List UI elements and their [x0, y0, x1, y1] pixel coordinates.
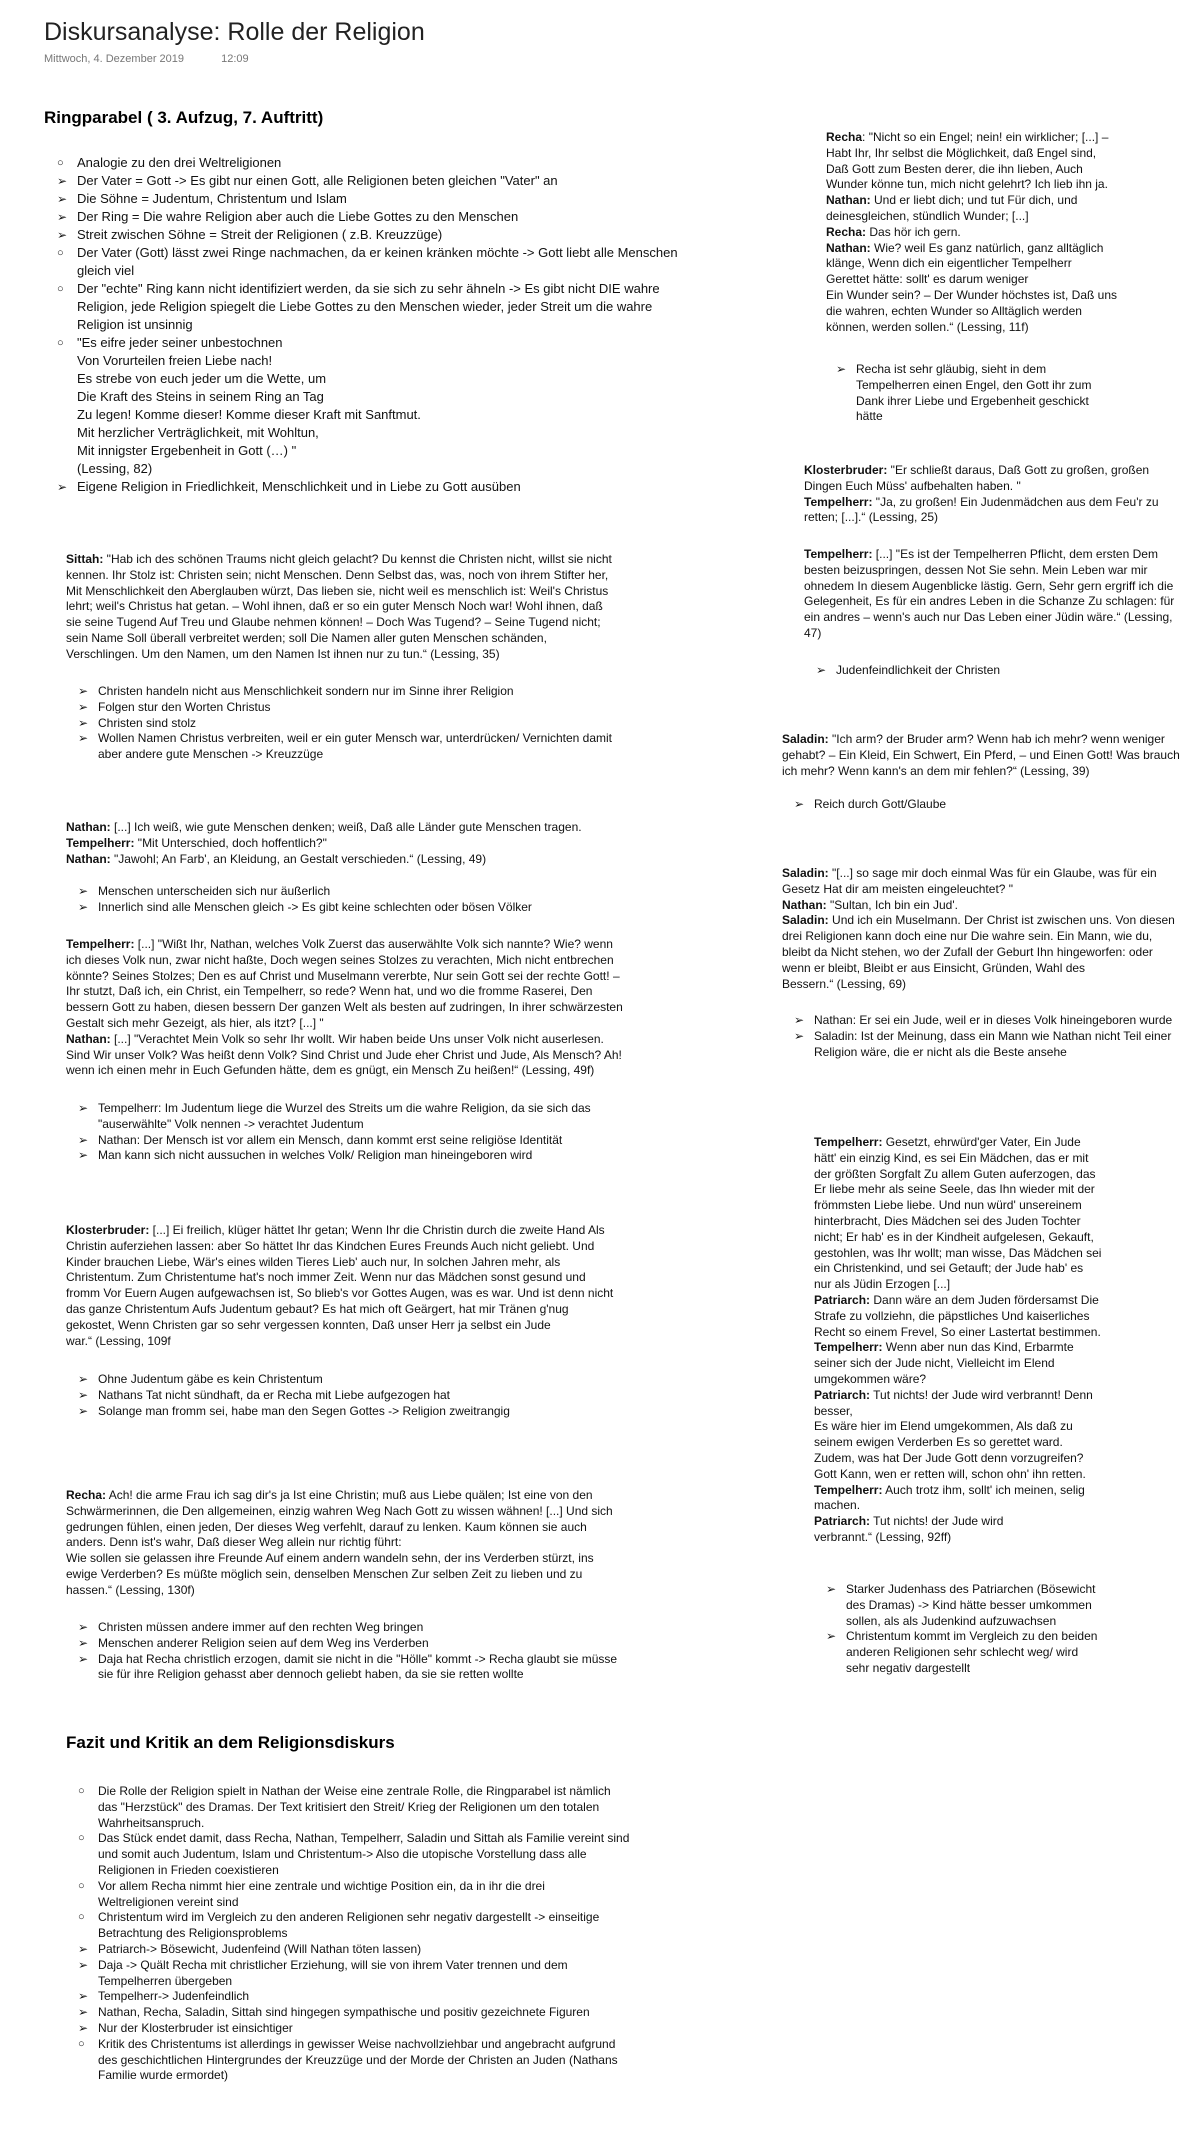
- dialogue-line: [782, 732, 1192, 779]
- list-item: [57, 244, 737, 280]
- dialogue-text: Wie? weil Es ganz natürlich, ganz alltäglich klänge, Wenn dich ein eigentlicher Tempelherr Gerettet hätte: sollt' es darum weniger Ein Wunder sein? – Der Wunder höchstes ist, Daß uns die wahren, echten Wunder so Alltäglich werden können, werden sollen.“ (Lessing, 11f): [826, 240, 1118, 334]
- arrow-bullet-icon: ➢: [836, 362, 847, 376]
- speaker-name: Patriarch:: [814, 1387, 871, 1402]
- circle-bullet-icon: ○: [78, 1911, 85, 1924]
- dialogue-line: [826, 130, 1156, 193]
- list-item: [78, 2037, 678, 2084]
- circle-bullet-icon: ○: [57, 157, 64, 169]
- fazit-section: [78, 1784, 678, 2084]
- list-item: [78, 700, 678, 716]
- dialogue-line: [804, 547, 1184, 642]
- tempelherr-notes-2: [816, 663, 1176, 679]
- list-item: [78, 1831, 678, 1878]
- dialogue-text: : "Nicht so ein Engel; nein! ein wirklicher; [...] – Habt Ihr, Ihr selbst die Möglichkeit, daß Engel sind, Daß Gott zum Besten derer, die ihn lieben, Auch Wunder könne tun, mich nicht gelehrt? Ich lieb ihn ja.: [826, 130, 1109, 192]
- arrow-bullet-icon: ➢: [794, 1028, 805, 1043]
- list-item: [78, 1942, 678, 1958]
- list-item-text: Judenfeindlichkeit der Christen: [836, 663, 1001, 677]
- dialogue-text: Und er liebt dich; und tut Für dich, und deinesgleichen, stündlich Wunder; [...]: [826, 193, 1078, 223]
- dialogue-line: [66, 1223, 686, 1349]
- dialogue-text: "Hab ich des schönen Traums nicht gleich gelacht? Du kennst die Christen nicht, willst sie nicht kennen. Ihr Stolz ist: Christen sein; nicht Menschen. Denn Selbst das, was, noch von ihrem Stifter her, Mit Menschlichkeit den Aberglauben würzt, Das lieben sie, nicht weil es menschlich ist: Weil's Christus lehrt; weil's Christus hat getan. – Wohl ihnen, daß er so ein guter Mensch Noch war! Wohl ihnen, daß sie seine Tugend Auf Treu und Glaube nehmen können! – Doch Was Tugend? – Seine Tugend nicht; sein Name Soll überall verbreitet werden; soll Die Namen aller guten Menschen schänden, Verschlingen. Um den Namen, um den Namen Ist ihnen nur zu tun.“ (Lessing, 35): [66, 552, 612, 661]
- list-item: [57, 154, 737, 172]
- list-item: [57, 172, 737, 190]
- list-item: [57, 334, 737, 478]
- tempelherr-list-2: [816, 663, 1176, 679]
- list-item-text: Vor allem Recha nimmt hier eine zentrale und wichtige Position ein, da in ihr die drei Weltreligionen vereint sind: [98, 1878, 545, 1909]
- list-item: [57, 226, 737, 244]
- dialogue-line: [66, 820, 686, 836]
- arrow-bullet-icon: ➢: [78, 2005, 89, 2020]
- speaker-name: Tempelherr:: [804, 547, 873, 561]
- recha-quote-1: [66, 1488, 686, 1599]
- list-item-text: Der Vater = Gott -> Es gibt nur einen Gott, alle Religionen beten gleichen "Vater" an: [77, 173, 558, 188]
- arrow-bullet-icon: ➢: [78, 1957, 89, 1972]
- list-item-text: Solange man fromm sei, habe man den Segen Gottes -> Religion zweitrangig: [98, 1403, 510, 1418]
- arrow-bullet-icon: ➢: [78, 1101, 89, 1115]
- dialogue-line: [814, 1293, 1154, 1340]
- date-label: Mittwoch, 4. Dezember 2019: [44, 53, 185, 65]
- fazit-heading: Fazit und Kritik an dem Religionsdiskurs: [66, 1733, 395, 1752]
- arrow-bullet-icon: ➢: [78, 2020, 89, 2035]
- list-item-text: Ohne Judentum gäbe es kein Christentum: [98, 1372, 323, 1386]
- sittah-notes: [78, 684, 678, 763]
- speaker-name: Tempelherr:: [66, 835, 135, 850]
- circle-bullet-icon: ○: [57, 283, 64, 295]
- speaker-name: Nathan:: [826, 193, 871, 208]
- dialogue-text: [...] "Es ist der Tempelherren Pflicht, dem ersten Dem besten beizuspringen, dessen Not Sie sehn. Mein Leben war mir ohnedem In diesem Augenblicke lästig. Gern, Sehr gern ergriff ich die Gelegenheit, Es für ein andres Leben in die Schanze Zu schlagen: für ein andres – wenn's auch nur Das Leben einer Jüdin wäre.“ (Lessing, 47): [804, 547, 1175, 640]
- list-item-text: Der Ring = Die wahre Religion aber auch die Liebe Gottes zu den Menschen: [77, 209, 519, 224]
- circle-bullet-icon: ○: [78, 1879, 85, 1892]
- saladin-quote-1: [782, 732, 1192, 779]
- arrow-bullet-icon: ➢: [816, 663, 827, 677]
- list-item-text: Daja hat Recha christlich erzogen, damit sie nicht in die "Hölle" kommt -> Recha glaubt sie müsse sie für ihre Religion gehasst aber dennoch geliebt haben, da sie sie retten wollte: [98, 1651, 618, 1682]
- list-item-text: Menschen unterscheiden sich nur äußerlich: [98, 884, 331, 898]
- list-item-text: Tempelherr-> Judenfeindlich: [98, 1989, 250, 2004]
- patriarch-list: [826, 1582, 1146, 1677]
- sittah-list: [78, 684, 678, 763]
- speaker-name: Klosterbruder:: [66, 1223, 150, 1237]
- circle-bullet-icon: ○: [78, 1832, 85, 1845]
- speaker-name: Nathan:: [782, 897, 827, 912]
- arrow-bullet-icon: ➢: [78, 1132, 89, 1147]
- list-item-text: Nathans Tat nicht sündhaft, da er Recha mit Liebe aufgezogen hat: [98, 1387, 451, 1402]
- klosterbruder-quote-2: [804, 463, 1164, 526]
- arrow-bullet-icon: ➢: [78, 1148, 89, 1163]
- recha-list-2: [836, 362, 1126, 425]
- dialogue-line: [66, 937, 686, 1032]
- list-item: [57, 190, 737, 208]
- speaker-name: Nathan:: [66, 851, 111, 866]
- klosterbruder-notes-1: [78, 1372, 678, 1419]
- list-item: [57, 280, 737, 334]
- list-item: [57, 478, 737, 496]
- dialogue-text: "Ja, zu großen! Ein Judenmädchen aus dem Feu'r zu retten; [...].“ (Lessing, 25): [804, 494, 1159, 525]
- dialogue-line: [66, 852, 686, 868]
- arrow-bullet-icon: ➢: [78, 1620, 89, 1634]
- arrow-bullet-icon: ➢: [57, 174, 68, 188]
- speaker-name: Recha:: [826, 224, 867, 239]
- list-item-text: Christen müssen andere immer auf den rechten Weg bringen: [98, 1620, 424, 1634]
- saladin-quote-2: [782, 866, 1192, 992]
- list-item: [78, 2021, 678, 2037]
- speaker-name: Tempelherr:: [804, 494, 873, 509]
- arrow-bullet-icon: ➢: [794, 1013, 805, 1027]
- list-item: [78, 1372, 678, 1388]
- recha-notes-1: [78, 1620, 678, 1683]
- saladin-list-1: [794, 797, 1154, 813]
- sittah-quote: [66, 552, 666, 663]
- arrow-bullet-icon: ➢: [78, 1941, 89, 1956]
- list-item: [78, 1404, 678, 1420]
- list-item-text: Saladin: Ist der Meinung, dass ein Mann wie Nathan nicht Teil einer Religion wäre, die er nicht als die Beste ansehe: [814, 1028, 1172, 1059]
- page-date: [44, 53, 283, 65]
- arrow-bullet-icon: ➢: [78, 1635, 89, 1650]
- speaker-name: Sittah:: [66, 552, 104, 566]
- list-item-text: Nur der Klosterbruder ist einsichtiger: [98, 2020, 293, 2035]
- arrow-bullet-icon: ➢: [78, 715, 89, 730]
- ringparabel-section: [57, 154, 737, 496]
- tempelherr-notes-1: [78, 1101, 678, 1164]
- dialogue-line: [804, 463, 1164, 495]
- speaker-name: Saladin:: [782, 732, 829, 746]
- dialogue-line: [826, 241, 1156, 336]
- dialogue-text: "Jawohl; An Farb', an Kleidung, an Gestalt verschieden.“ (Lessing, 49): [110, 851, 487, 866]
- speaker-name: Saladin:: [782, 866, 829, 880]
- dialogue-line: [814, 1135, 1154, 1293]
- circle-bullet-icon: ○: [78, 2037, 85, 2050]
- dialogue-line: [826, 193, 1156, 225]
- dialogue-text: Wenn aber nun das Kind, Erbarmte seiner sich der Jude nicht, Vielleicht im Elend umgekommen wäre?: [814, 1340, 1074, 1386]
- list-item-text: Eigene Religion in Friedlichkeit, Menschlichkeit und in Liebe zu Gott ausüben: [77, 479, 521, 494]
- arrow-bullet-icon: ➢: [78, 1403, 89, 1418]
- list-item: [78, 1879, 678, 1911]
- dialogue-text: "[...] so sage mir doch einmal Was für ein Glaube, was für ein Gesetz Hat dir am meisten eingeleuchtet? ": [782, 866, 1157, 896]
- list-item-text: Nathan: Er sei ein Jude, weil er in dieses Volk hineingeboren wurde: [814, 1013, 1173, 1027]
- arrow-bullet-icon: ➢: [78, 1372, 89, 1386]
- list-item-text: Die Söhne = Judentum, Christentum und Islam: [77, 191, 347, 206]
- list-item: [794, 797, 1154, 813]
- list-item-text: Nathan: Der Mensch ist vor allem ein Mensch, dann kommt erst seine religiöse Identität: [98, 1132, 563, 1147]
- arrow-bullet-icon: ➢: [57, 228, 68, 242]
- list-item-text: Der "echte" Ring kann nicht identifiziert werden, da sie sich zu sehr ähneln -> Es gibt nicht DIE wahre Religion, jede Religion spiegelt die Liebe Gottes zu den Menschen wieder, jeder Streit um die wahre Religion ist unsinnig: [77, 281, 660, 332]
- dialogue-text: Tut nichts! der Jude wird verbrannt.“ (Lessing, 92ff): [814, 1514, 1004, 1544]
- list-item: [78, 684, 678, 700]
- dialogue-text: Gesetzt, ehrwürd'ger Vater, Ein Jude hätt' ein einzig Kind, es sei Ein Mädchen, das er mit der größten Sorgfalt Zu allem Guten auferzogen, das Er liebe mehr als seine Seele, das Ihn wieder mit der frömmsten Liebe liebe. Und nun würd' unsereinem hinterbracht, Dies Mädchen sei des Juden Tochter nicht; Er hab' es in der Kindheit aufgelesen, Gekauft, gestohlen, was Ihr wollt; man wisse, Das Mädchen sei ein Christenkind, und sei Getauft; der Jude hab' es nur als Jüdin Erzogen [...]: [814, 1135, 1102, 1292]
- list-item-text: Patriarch-> Bösewicht, Judenfeind (Will Nathan töten lassen): [98, 1941, 422, 1956]
- patriarch-notes: [826, 1582, 1146, 1677]
- fazit-list: [78, 1784, 678, 2084]
- speaker-name: Tempelherr:: [66, 937, 135, 951]
- list-item: [794, 1013, 1194, 1029]
- list-item-text: Tempelherr: Im Judentum liege die Wurzel des Streits um die wahre Religion, da sie sich das "auserwählte" Volk nennen -> verachtet Judentum: [98, 1101, 591, 1131]
- dialogue-line: [66, 1032, 686, 1079]
- dialogue-text: Auch trotz ihm, sollt' ich meinen, selig machen.: [814, 1482, 1085, 1513]
- arrow-bullet-icon: ➢: [78, 1387, 89, 1402]
- list-item: [794, 1029, 1194, 1061]
- dialogue-text: Ach! die arme Frau ich sag dir's ja Ist eine Christin; muß aus Liebe quälen; Ist eine von den Schwärmerinnen, die Den allgemeinen, einzig wahren Weg Nach Gott zu wissen wähnen! [...] Und sich gedrungen fühlen, einen jeden, Der dieses Weg verfehlt, darauf zu lenken. Kaum können sie auch anders. Denn ist's wahr, Daß dieser Weg allein nur richtig führt: Wie sollen sie gelassen ihre Freunde Auf einem andern wandeln sehn, der ins Verderben stürzt, ins ewige Verderben? Es müßte möglich sein, denselben Menschen Zur selben Zeit zu lieben und zu hassen.“ (Lessing, 130f): [66, 1488, 613, 1597]
- dialogue-text: "Er schließt daraus, Daß Gott zu großen, großen Dingen Euch Müss' aufbehalten haben. ": [804, 463, 1150, 493]
- speaker-name: Nathan:: [826, 240, 871, 255]
- klosterbruder-list-1: [78, 1372, 678, 1419]
- list-item: [78, 1958, 678, 1990]
- list-item: [78, 1620, 678, 1636]
- list-item-text: Wollen Namen Christus verbreiten, weil er ein guter Mensch war, unterdrücken/ Vernichten damit aber andere gute Menschen -> Kreuzzüge: [98, 731, 613, 762]
- speaker-name: Tempelherr:: [814, 1482, 883, 1497]
- ringparabel-list: [57, 154, 737, 496]
- circle-bullet-icon: ○: [57, 247, 64, 259]
- list-item: [78, 884, 678, 900]
- speaker-name: Tempelherr:: [814, 1135, 883, 1149]
- arrow-bullet-icon: ➢: [78, 699, 89, 714]
- dialogue-text: [...] Ich weiß, wie gute Menschen denken; weiß, Daß alle Länder gute Menschen tragen.: [110, 820, 582, 834]
- circle-bullet-icon: ○: [57, 337, 64, 349]
- recha-quote-2: [826, 130, 1156, 335]
- saladin-notes-2: [794, 1013, 1194, 1060]
- dialogue-text: "Sultan, Ich bin ein Jud'.: [826, 897, 958, 912]
- arrow-bullet-icon: ➢: [78, 1651, 89, 1666]
- arrow-bullet-icon: ➢: [78, 899, 89, 914]
- speaker-name: Recha:: [66, 1488, 107, 1502]
- list-item-text: "Es eifre jeder seiner unbestochnen Von Vorurteilen freien Liebe nach! Es strebe von euch jeder um die Wette, um Die Kraft des Steins in seinem Ring an Tag Zu legen! Komme dieser! Komme dieser Kraft mit Sanftmut. Mit herzlicher Verträglichkeit, mit Wohltun, Mit innigster Ergebenheit in Gott (…) " (Lessing, 82): [77, 335, 421, 476]
- time-label: 12:09: [221, 53, 249, 65]
- dialogue-line: [814, 1340, 1154, 1387]
- dialogue-line: [66, 836, 686, 852]
- nathan-list-1: [78, 884, 678, 916]
- arrow-bullet-icon: ➢: [57, 480, 68, 494]
- saladin-list-2: [794, 1013, 1194, 1060]
- list-item: [78, 1101, 678, 1133]
- list-item-text: Der Vater (Gott) lässt zwei Ringe nachmachen, da er keinen kränken möchte -> Gott liebt alle Menschen gleich viel: [77, 245, 678, 278]
- list-item: [78, 1388, 678, 1404]
- dialogue-line: [782, 898, 1192, 914]
- list-item-text: Kritik des Christentums ist allerdings in gewisser Weise nachvollziehbar und angebracht aufgrund des geschichtlichen Hintergrundes der Kreuzzüge und der Morde der Christen an Juden (Nathans Familie wurde ermordet): [98, 2036, 618, 2083]
- list-item-text: Christentum wird im Vergleich zu den anderen Religionen sehr negativ dargestellt -> einseitige Betrachtung des Religionsproblems: [98, 1910, 600, 1941]
- speaker-name: Patriarch:: [814, 1292, 871, 1307]
- dialogue-line: [66, 1488, 686, 1599]
- arrow-bullet-icon: ➢: [57, 192, 68, 206]
- dialogue-text: "Mit Unterschied, doch hoffentlich?": [134, 835, 327, 850]
- list-item-text: Daja -> Quält Recha mit christlicher Erziehung, will sie von ihrem Vater trennen und dem Tempelherren übergeben: [98, 1957, 568, 1988]
- dialogue-text: Dann wäre an dem Juden fördersamst Die Strafe zu vollziehn, die päpstliches Und kaiserliches Recht so einem Frevel, So einer Lastertat bestimmen.: [814, 1292, 1101, 1339]
- tempelherr-quote-1: [66, 937, 686, 1079]
- klosterbruder-quote-1: [66, 1223, 686, 1349]
- speaker-name: Patriarch:: [814, 1514, 871, 1529]
- list-item: [78, 900, 678, 916]
- list-item-text: Man kann sich nicht aussuchen in welches Volk/ Religion man hineingeboren wird: [98, 1148, 533, 1163]
- list-item-text: Christen handeln nicht aus Menschlichkeit sondern nur im Sinne ihrer Religion: [98, 684, 514, 698]
- list-item: [78, 716, 678, 732]
- arrow-bullet-icon: ➢: [826, 1629, 837, 1644]
- dialogue-text: Das hör ich gern.: [866, 224, 961, 239]
- list-item: [816, 663, 1176, 679]
- list-item-text: Christentum kommt im Vergleich zu den beiden anderen Religionen sehr schlecht weg/ wird sehr negativ dargestellt: [846, 1629, 1098, 1675]
- dialogue-line: [782, 913, 1192, 992]
- dialogue-text: "Ich arm? der Bruder arm? Wenn hab ich mehr? wenn weniger gehabt? – Ein Kleid, Ein Schwert, Ein Pferd, – und Einen Gott! Was brauch ich mehr? Wenn kann's an dem mir fehlen?“ (Lessing, 39): [782, 732, 1180, 778]
- nathan-quote-1: [66, 820, 686, 867]
- dialogue-line: [66, 552, 666, 663]
- list-item: [836, 362, 1126, 425]
- list-item-text: Die Rolle der Religion spielt in Nathan der Weise eine zentrale Rolle, die Ringparabel ist nämlich das "Herzstück" des Dramas. Der Text kritisiert den Streit/ Krieg der Religionen um den totalen Wahrheitsanspruch.: [98, 1784, 611, 1830]
- circle-bullet-icon: ○: [78, 1785, 85, 1797]
- recha-notes-2: [836, 362, 1126, 425]
- dialogue-line: [804, 495, 1164, 527]
- list-item: [57, 208, 737, 226]
- speaker-name: Nathan:: [66, 1031, 111, 1046]
- tempelherr-list-1: [78, 1101, 678, 1164]
- list-item: [78, 1910, 678, 1942]
- list-item-text: Reich durch Gott/Glaube: [814, 797, 947, 811]
- dialogue-text: [...] "Wißt Ihr, Nathan, welches Volk Zuerst das auserwählte Volk sich nannte? Wie? wenn ich dieses Volk nun, zwar nicht haßte, Doch wegen seines Stolzes zu verachten, Mich nicht entbrechen könnte? Seines Stolzes; Den es auf Christ und Muselmann vererbte, Nur sein Gott sei der rechte Gott! – Ihr stutzt, Daß ich, ein Christ, ein Tempelherr, so rede? Wenn hat, und wo die fromme Raserei, Den bessern Gott zu haben, diesen bessern Der ganzen Welt als besten auf zudringen, In ihrer schwärzesten Gestalt sich mehr Gezeigt, als hier, als itzt? [...] ": [66, 937, 623, 1030]
- saladin-notes-1: [794, 797, 1154, 813]
- list-item-text: Starker Judenhass des Patriarchen (Bösewicht des Dramas) -> Kind hätte besser umkommen sollen, als als Judenkind aufzuwachsen: [846, 1582, 1096, 1628]
- page-title: Diskursanalyse: Rolle der Religion: [44, 18, 425, 46]
- list-item-text: Folgen stur den Worten Christus: [98, 699, 271, 714]
- speaker-name: Nathan:: [66, 820, 111, 834]
- dialogue-text: Tut nichts! der Jude wird verbrannt! Denn besser, Es wäre hier im Elend umgekommen, Als daß zu seinem ewigen Verderben Es so gerettet ward. Zudem, was hat Der Jude Gott denn vorzugreifen? Gott Kann, wen er retten will, schon ohn' ihn retten.: [814, 1387, 1093, 1481]
- dialogue-text: Und ich ein Muselmann. Der Christ ist zwischen uns. Von diesen drei Religionen kann doch eine nur Die wahre sein. Ein Mann, wie du, bleibt da Nicht stehen, wo der Zufall der Geburt Ihn hingeworfen: oder wenn er bleibt, Bleibt er aus Einsicht, Gründen, Wahl des Bessern.“ (Lessing, 69): [782, 913, 1175, 991]
- arrow-bullet-icon: ➢: [78, 731, 89, 746]
- dialogue-line: [814, 1514, 1154, 1546]
- arrow-bullet-icon: ➢: [826, 1582, 837, 1596]
- list-item-text: Innerlich sind alle Menschen gleich -> Es gibt keine schlechten oder bösen Völker: [98, 899, 532, 914]
- list-item: [78, 2005, 678, 2021]
- arrow-bullet-icon: ➢: [794, 797, 805, 811]
- arrow-bullet-icon: ➢: [78, 1989, 89, 2004]
- list-item-text: Menschen anderer Religion seien auf dem Weg ins Verderben: [98, 1635, 429, 1650]
- list-item-text: Analogie zu den drei Weltreligionen: [77, 155, 282, 170]
- list-item-text: Christen sind stolz: [98, 715, 197, 730]
- patriarch-dialogue: [814, 1135, 1154, 1546]
- dialogue-line: [826, 225, 1156, 241]
- speaker-name: Tempelherr:: [814, 1340, 883, 1355]
- list-item: [78, 1148, 678, 1164]
- tempelherr-quote-2: [804, 547, 1184, 642]
- speaker-name: Saladin:: [782, 913, 829, 928]
- list-item-text: Das Stück endet damit, dass Recha, Nathan, Tempelherr, Saladin und Sittah als Familie vereint sind und somit auch Judentum, Islam und Christentum-> Also die utopische Vorstellung dass alle Religionen in Frieden coexistieren: [98, 1831, 630, 1877]
- list-item-text: Nathan, Recha, Saladin, Sittah sind hingegen sympathische und positiv gezeichnete Figuren: [98, 2005, 590, 2020]
- arrow-bullet-icon: ➢: [57, 210, 68, 224]
- list-item-text: Recha ist sehr gläubig, sieht in dem Tempelherren einen Engel, den Gott ihr zum Dank ihrer Liebe und Ergebenheit geschickt hätte: [856, 362, 1092, 424]
- speaker-name: Klosterbruder:: [804, 463, 888, 477]
- list-item: [78, 731, 678, 763]
- dialogue-text: [...] "Verachtet Mein Volk so sehr Ihr wollt. Wir haben beide Uns unser Volk nicht auserlesen. Sind Wir unser Volk? Was heißt denn Volk? Sind Christ und Jude eher Christ und Jude, Als Mensch? Ah! wenn ich einen mehr in Euch Gefunden hätte, dem es gnügt, ein Mensch Zu heißen!“ (Lessing, 49f): [66, 1031, 622, 1078]
- dialogue-line: [814, 1388, 1154, 1483]
- dialogue-line: [814, 1483, 1154, 1515]
- arrow-bullet-icon: ➢: [78, 684, 89, 698]
- nathan-notes-1: [78, 884, 678, 916]
- list-item: [78, 1652, 678, 1684]
- list-item-text: Streit zwischen Söhne = Streit der Religionen ( z.B. Kreuzzüge): [77, 227, 443, 242]
- speaker-name: Recha: [826, 130, 863, 144]
- list-item: [826, 1582, 1146, 1629]
- ringparabel-heading: Ringparabel ( 3. Aufzug, 7. Auftritt): [44, 108, 324, 127]
- arrow-bullet-icon: ➢: [78, 884, 89, 898]
- dialogue-line: [782, 866, 1192, 898]
- list-item: [78, 1784, 678, 1831]
- dialogue-text: [...] Ei freilich, klüger hättet Ihr getan; Wenn Ihr die Christin durch die zweite Hand Als Christin auferziehen lassen: aber So hättet Ihr das Kindchen Eures Freunds Auch nicht geliebt. Und Kinder brauchen Liebe, Wär's eines wilden Tieres Lieb' auch nur, In solchen Jahren mehr, als Christentum. Zum Christentume hat's noch immer Zeit. Wenn nur das Mädchen sonst gesund und fromm Vor Euern Augen aufgewachsen ist, So blieb's vor Gottes Augen, was es war. Und ist denn nicht das ganze Christentum Aufs Judentum gebaut? Es hat mich oft Geärgert, hat mir Tränen g'nug gekostet, Wenn Christen gar so sehr vergessen konnten, Daß unser Herr ja selbst ein Jude war.“ (Lessing, 109f: [66, 1223, 614, 1348]
- list-item: [78, 1133, 678, 1149]
- list-item: [78, 1636, 678, 1652]
- list-item: [78, 1989, 678, 2005]
- list-item: [826, 1629, 1146, 1676]
- recha-list-1: [78, 1620, 678, 1683]
